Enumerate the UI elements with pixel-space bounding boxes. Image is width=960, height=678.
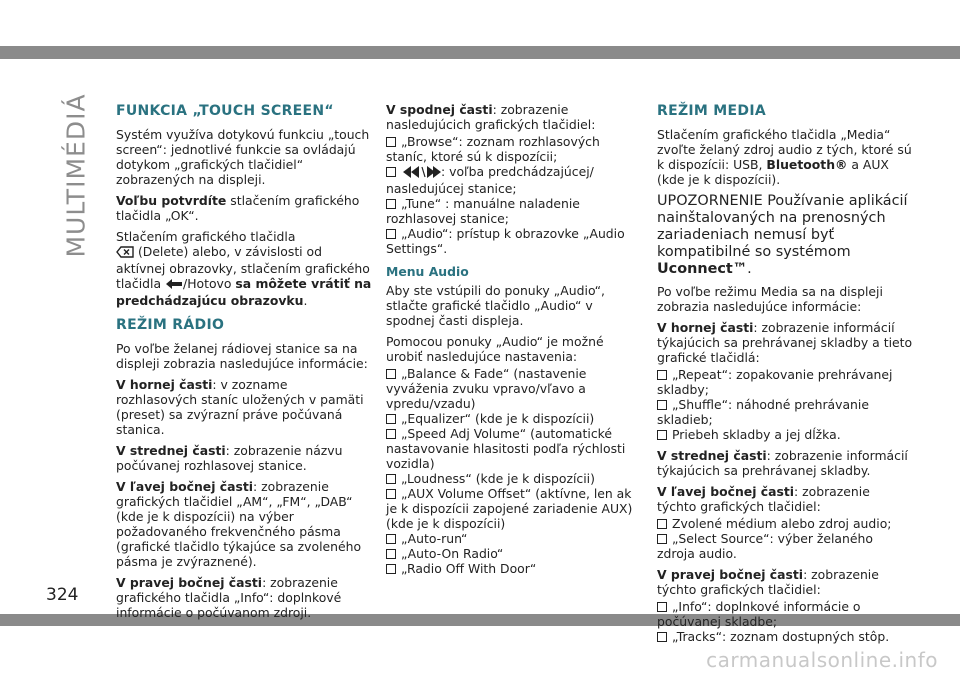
list-item-text: „Equalizer“ (kde je k dispozícii) [401, 411, 595, 426]
list-item [386, 471, 642, 486]
list-item-text: „Loudness“ (kde je k dispozícii) [401, 471, 595, 486]
paragraph: Systém využíva dotykovú funkciu „touch screen“: jednotlivé funkcie sa ovládajú dotykom „grafických tlačidiel“ zobrazených na displeji. [116, 127, 370, 187]
paragraph [386, 102, 642, 132]
bold-term: Bluetooth® [766, 157, 848, 172]
list-item [657, 397, 913, 427]
bold-term: V hornej časti [657, 320, 754, 335]
paragraph [657, 484, 913, 514]
bold-term: V strednej časti [657, 448, 767, 463]
text: : zobrazenie názvu počúvanej rozhlasovej stanice. [116, 443, 343, 473]
watermark: carmanualsonline.info [706, 648, 938, 672]
paragraph: Pomocou ponuky „Audio“ je možné urobiť nasledujúce nastavenia: [386, 334, 604, 364]
list-item-text: „Audio“: prístup k obrazovke „Audio Settings“. [386, 226, 625, 256]
list-item [386, 426, 642, 471]
checkbox-icon [386, 414, 396, 424]
list-item-text: „Balance & Fade“ (nastavenie vyváženia zvuku vpravo/vľavo a vpredu/vzadu) [386, 366, 587, 411]
list-item-text: „Repeat“: zopakovanie prehrávanej skladby; [657, 367, 893, 397]
text: : v zozname rozhlasových staníc uložených v pamäti (preset) sa zvýrazní práve počúvaná stanica. [116, 377, 364, 437]
list-item [386, 196, 642, 226]
bold-term: sa môžete vrátiť na predchádzajúcu obrazovku [116, 276, 372, 308]
heading-touch-screen: FUNKCIA „TOUCH SCREEN“ [116, 103, 334, 119]
header-bar [0, 46, 960, 59]
paragraph: Po voľbe režimu Media sa na displeji zobrazia nasledujúce informácie: [657, 284, 883, 314]
text: : zobrazenie informácií týkajúcich sa prehrávanej skladby a tieto grafické tlačidlá: [657, 320, 913, 365]
paragraph [116, 443, 372, 473]
bold-term: V strednej časti [116, 443, 226, 458]
heading-media-mode: REŽIM MEDIA [657, 103, 766, 119]
list-item-text: „Auto-run“ [401, 531, 468, 546]
checkbox-icon [386, 229, 396, 239]
paragraph [657, 320, 913, 365]
paragraph [116, 193, 372, 223]
text: . [303, 293, 308, 308]
checkbox-icon [657, 602, 667, 612]
text: a AUX (kde je k dispozícii). [657, 157, 889, 187]
column-3 [657, 102, 913, 644]
back-arrow-icon [165, 278, 183, 293]
paragraph [116, 575, 372, 620]
list-item-text: „Select Source“: výber želaného zdroja audio. [657, 531, 873, 561]
list-item-text: „Browse“: zoznam rozhlasových staníc, ktoré sú k dispozícii; [386, 134, 600, 164]
list-item [386, 366, 642, 411]
checkbox-icon [657, 370, 667, 380]
checkbox-icon [386, 564, 396, 574]
bold-term: V pravej bočnej časti [116, 575, 263, 590]
text: : zobrazenie grafického tlačidla „Info“: doplnkové informácie o počúvanom zdroji. [116, 575, 342, 620]
list-item-text: „Auto-On Radio“ [401, 546, 504, 561]
delete-icon [116, 246, 134, 261]
list-item [386, 546, 642, 561]
subheading-menu-audio: Menu Audio [386, 264, 469, 279]
checkbox-icon [657, 534, 667, 544]
paragraph [116, 229, 372, 308]
text: : zobrazenie týchto grafických tlačidiel: [657, 567, 879, 597]
list-item [657, 367, 913, 397]
paragraph [657, 567, 913, 597]
list-item [657, 629, 913, 644]
list-item-text: „Info“: doplnkové informácie o počúvanej skladbe; [657, 599, 861, 629]
list-item-text: Priebeh skladby a jej dĺžka. [672, 427, 841, 442]
checkbox-icon [386, 137, 396, 147]
bold-term: V ľavej bočnej časti [657, 484, 795, 499]
checkbox-icon [657, 400, 667, 410]
paragraph [116, 377, 372, 437]
paragraph [116, 479, 372, 569]
list-item [386, 531, 642, 546]
text: : zobrazenie týchto grafických tlačidiel: [657, 484, 870, 514]
bold-term: Uconnect™ [657, 261, 748, 277]
list-item [386, 164, 642, 196]
paragraph: Aby ste vstúpili do ponuky „Audio“, stlačte grafické tlačidlo „Audio“ v spodnej časti displeja. [386, 283, 605, 328]
text: UPOZORNENIE Používanie aplikácií nainštalovaných na prenosných zariadeniach nemusí byť kompatibilné so systémom [657, 193, 908, 260]
list-item-text: „Tracks“: zoznam dostupných stôp. [672, 629, 890, 644]
column-2 [386, 102, 642, 576]
list-item [386, 561, 642, 576]
checkbox-icon [386, 369, 396, 379]
heading-radio-mode: REŽIM RÁDIO [116, 317, 225, 333]
list-item [386, 226, 642, 256]
text: Stlačením grafického tlačidla [116, 229, 296, 244]
checkbox-icon [386, 549, 396, 559]
text: stlačením grafického tlačidla „OK“. [116, 193, 360, 223]
bold-term: Voľbu potvrdíte [116, 193, 227, 208]
warning-note [657, 193, 913, 278]
list-item [386, 486, 642, 531]
section-title: MULTIMÉDIÁ [61, 92, 91, 258]
checkbox-icon [386, 429, 396, 439]
paragraph [657, 448, 913, 478]
checkbox-icon [386, 167, 396, 177]
previous-next-icon [401, 166, 441, 181]
text: : zobrazenie nasledujúcich grafických tlačidiel: [386, 102, 596, 132]
list-item [657, 599, 913, 629]
list-item [657, 427, 913, 442]
bold-term: V spodnej časti [386, 102, 493, 117]
page-number: 324 [46, 585, 79, 605]
text: /Hotovo [183, 276, 236, 291]
column-1 [116, 102, 372, 626]
list-item-text: Zvolené médium alebo zdroj audio; [672, 516, 892, 531]
text: Stlačením grafického tlačidla „Media“ zvoľte želaný zdroj audio z tých, ktoré sú k dispozícii: USB, [657, 127, 912, 172]
text: : zobrazenie grafických tlačidiel „AM“, „FM“, „DAB“ (kde je k dispozícii) na výber požadovaného frekvenčného pásma (grafické tlačidlo týkajúce sa zvoleného pásma je zvýraznené). [116, 479, 362, 569]
bold-term: V hornej časti [116, 377, 213, 392]
paragraph: Po voľbe želanej rádiovej stanice sa na displeji zobrazia nasledujúce informácie: [116, 341, 368, 371]
checkbox-icon [386, 199, 396, 209]
list-item [386, 134, 642, 164]
list-item [657, 531, 913, 561]
list-item-text: „Shuffle“: náhodné prehrávanie skladieb; [657, 397, 869, 427]
list-item-text: „AUX Volume Offset“ (aktívne, len ak je k dispozícii zapojené zariadenie AUX) (kde je k dispozícii) [386, 486, 633, 531]
checkbox-icon [386, 474, 396, 484]
list-item-text: : voľba predchádzajúcej/ nasledujúcej stanice; [386, 164, 594, 196]
list-item-text: „Radio Off With Door“ [401, 561, 537, 576]
checkbox-icon [386, 489, 396, 499]
text: (Delete) alebo, v závislosti od aktívnej obrazovky, stlačením grafického tlačidla [116, 244, 370, 291]
checkbox-icon [386, 534, 396, 544]
list-item [657, 516, 913, 531]
section-sidebar-label [56, 92, 96, 258]
checkbox-icon [657, 430, 667, 440]
list-item [386, 411, 642, 426]
paragraph [657, 127, 913, 187]
checkbox-icon [657, 519, 667, 529]
bold-term: V pravej bočnej časti [657, 567, 804, 582]
text: : zobrazenie informácií týkajúcich sa prehrávanej skladby. [657, 448, 908, 478]
checkbox-icon [657, 632, 667, 642]
bold-term: V ľavej bočnej časti [116, 479, 254, 494]
list-item-text: „Tune“ : manuálne naladenie rozhlasovej stanice; [386, 196, 580, 226]
text: . [747, 261, 752, 277]
list-item-text: „Speed Adj Volume“ (automatické nastavovanie hlasitosti podľa rýchlosti vozidla) [386, 426, 626, 471]
